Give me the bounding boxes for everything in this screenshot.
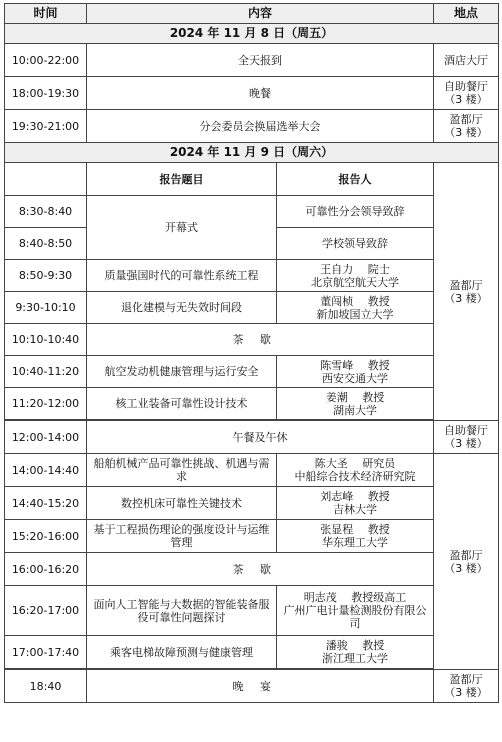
break-cell: 茶歇 [87,553,434,586]
table-row [5,487,499,520]
time-cell: 10:40-11:20 [5,356,87,388]
talk-title: 航空发动机健康管理与运行安全 [87,356,277,388]
talk-title: 乘客电梯故障预测与健康管理 [87,636,277,669]
speaker-cell [277,520,434,553]
location-cell-afternoon [434,454,499,670]
location-cell [434,110,499,143]
time-cell: 14:00-14:40 [5,454,87,487]
table-row [5,260,499,292]
table-row [5,586,499,636]
header-content: 内容 [87,4,434,24]
location-floor: （3 楼） [444,437,488,450]
speaker-name: 姜潮 教授 [325,390,385,404]
talk-title: 核工业装备可靠性设计技术 [87,388,277,420]
speaker-cell: 学校领导致辞 [277,228,434,260]
content-cell: 全天报到 [87,44,434,77]
time-cell: 10:00-22:00 [5,44,87,77]
table-row [5,421,499,454]
speaker-org: 华东理工大学 [322,536,388,549]
talk-title: 质量强国时代的可靠性系统工程 [87,260,277,292]
location-cell [434,670,499,703]
talk-title: 船舶机械产品可靠性挑战、机遇与需求 [87,454,277,487]
location-cell [434,421,499,454]
location-cell-morning [434,163,499,421]
subheader-row [5,163,499,196]
talk-title: 面向人工智能与大数据的智能装备服役可靠性问题探讨 [87,586,277,636]
location-floor: （3 楼） [444,686,488,699]
table-row [5,670,499,703]
speaker-cell [277,586,434,636]
time-cell: 17:00-17:40 [5,636,87,669]
talk-title: 数控机床可靠性关键技术 [87,487,277,520]
time-cell: 18:00-19:30 [5,77,87,110]
speaker-cell [277,356,434,388]
location-floor: （3 楼） [444,126,488,139]
break-cell: 茶歇 [87,324,434,356]
speaker-cell [277,454,434,487]
table-row [5,292,499,324]
time-cell: 8:30-8:40 [5,196,87,228]
date-day2: 2024 年 11 月 9 日（周六） [5,143,499,163]
date-row-day2 [5,143,499,163]
location-name: 自助餐厅 [444,80,489,93]
speaker-org: 新加坡国立大学 [316,307,394,321]
speaker-name: 陈雪峰 教授 [320,358,390,372]
talk-title: 退化建模与无失效时间段 [87,292,277,324]
time-cell: 8:50-9:30 [5,260,87,292]
time-cell: 12:00-14:00 [5,421,87,454]
time-cell: 18:40 [5,670,87,703]
content-cell: 午餐及午休 [87,421,434,454]
speaker-org: 湖南大学 [333,403,377,417]
subheader-speaker: 报告人 [277,163,434,196]
table-row [5,520,499,553]
schedule-table [4,3,499,703]
time-cell: 10:10-10:40 [5,324,87,356]
table-row [5,454,499,487]
location-name: 盈都厅 [449,548,483,562]
speaker-name: 张显程 教授 [320,523,390,536]
speaker-name: 明志茂 教授级高工 [303,591,407,604]
table-row [5,636,499,669]
time-cell: 14:40-15:20 [5,487,87,520]
speaker-name: 陈大圣 研究员 [314,457,396,470]
opening-title: 开幕式 [87,196,277,260]
table-row [5,324,499,356]
speaker-cell [277,292,434,324]
table-row [5,356,499,388]
table-row [5,44,499,77]
content-cell: 晚餐 [87,77,434,110]
speaker-name: 王自力 院士 [320,262,390,276]
location-name: 盈都厅 [449,113,483,126]
location-name: 自助餐厅 [444,424,489,437]
speaker-name: 刘志峰 教授 [320,490,390,503]
speaker-org: 吉林大学 [333,503,377,516]
speaker-org: 中船综合技术经济研究院 [294,470,416,483]
location-name: 盈都厅 [449,673,483,686]
time-cell: 9:30-10:10 [5,292,87,324]
content-cell: 晚宴 [87,670,434,703]
table-row [5,388,499,420]
location-cell: 酒店大厅 [434,44,499,77]
table-row [5,110,499,143]
date-row-day1 [5,24,499,44]
table-header-row [5,4,499,24]
speaker-cell [277,260,434,292]
subheader-topic: 报告题目 [87,163,277,196]
table-row [5,553,499,586]
speaker-cell [277,487,434,520]
location-floor: （3 楼） [444,561,488,575]
time-cell: 15:20-16:00 [5,520,87,553]
speaker-org: 北京航空航天大学 [311,275,399,289]
speaker-name: 潘骏 教授 [325,639,385,652]
speaker-cell [277,388,434,420]
content-cell: 分会委员会换届选举大会 [87,110,434,143]
time-cell: 8:40-8:50 [5,228,87,260]
speaker-name: 董闯桢 教授 [320,294,390,308]
speaker-org: 浙江理工大学 [322,652,388,665]
talk-title: 基于工程损伤理论的强度设计与运维管理 [87,520,277,553]
speaker-cell [277,636,434,669]
time-cell: 16:20-17:00 [5,586,87,636]
time-cell: 11:20-12:00 [5,388,87,420]
speaker-org: 广州广电计量检测股份有限公司 [283,604,427,630]
empty-time-cell [5,163,87,196]
header-location: 地点 [434,4,499,24]
time-cell: 16:00-16:20 [5,553,87,586]
location-floor: （3 楼） [444,291,488,305]
table-row [5,196,499,228]
time-cell: 19:30-21:00 [5,110,87,143]
speaker-cell: 可靠性分会领导致辞 [277,196,434,228]
date-day1: 2024 年 11 月 8 日（周五） [5,24,499,44]
speaker-org: 西安交通大学 [322,371,388,385]
location-floor: （3 楼） [444,93,488,106]
location-name: 盈都厅 [449,278,483,292]
header-time: 时间 [5,4,87,24]
location-cell [434,77,499,110]
table-row [5,77,499,110]
